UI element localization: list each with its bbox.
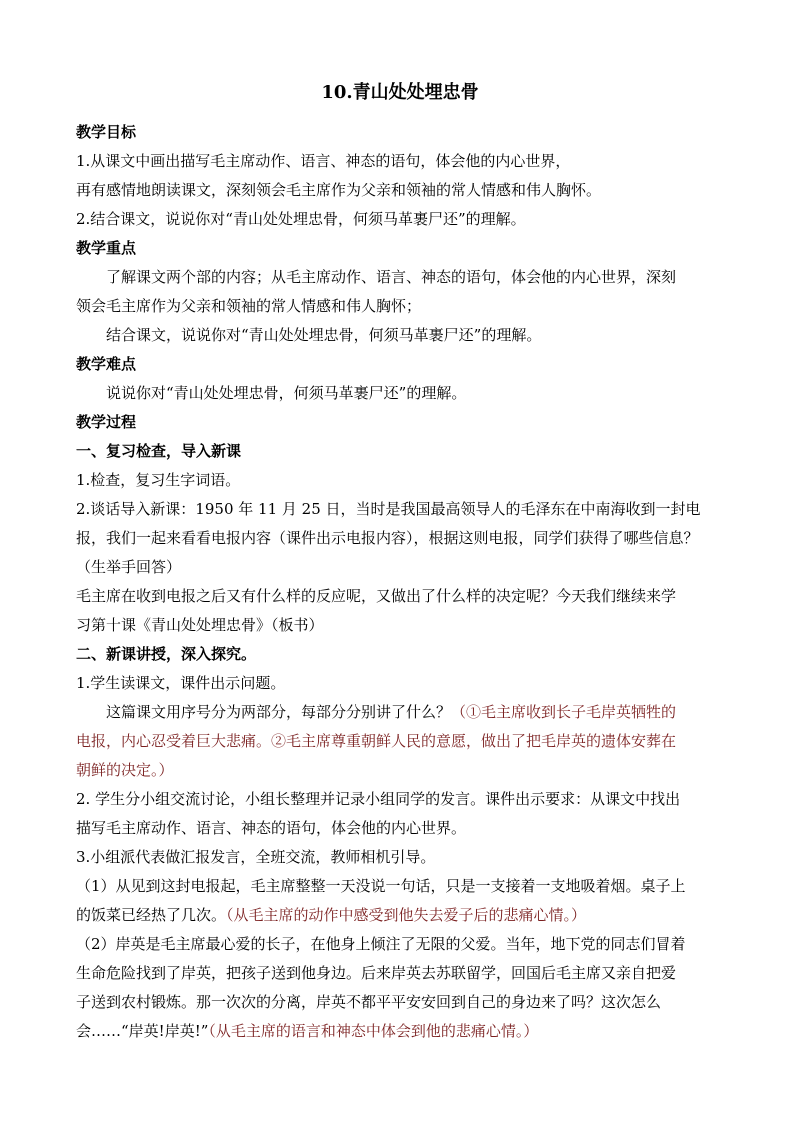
quote-1-comment: （从毛主席的动作中感受到他失去爱子后的悲痛心情。） [226,906,587,924]
goal-2: 2.结合课文，说说你对“青山处处埋忠骨，何须马革裹尸还”的理解。 [76,210,526,228]
quote-1-line-2 [76,901,724,930]
part-2-item-3: 3.小组派代表做汇报发言，全班交流，教师相机引导。 [76,848,436,866]
part-1-item-1: 1.检查，复习生字词语。 [76,471,241,489]
part-1-heading: 一、复习检查，导入新课 [76,442,242,460]
quote-2-line-4 [76,1017,724,1046]
quote-2-comment: （从毛主席的语言和神态中体会到他的悲痛心情。） [208,1022,539,1040]
section-heading-difficulties: 教学难点 [76,355,137,373]
part-2-item-2-line-1: 2. 学生分小组交流讨论，小组长整理并记录小组同学的发言。课件出示要求：从课文中找出 [76,790,681,808]
part-1-item-3-line-2: 习第十课《青山处处埋忠骨》（板书） [76,616,324,634]
quote-1-text: 的饭菜已经热了几次。 [76,906,227,924]
part-2-item-2-line-2: 描写毛主席动作、语言、神态的语句，体会他的内心世界。 [76,819,467,837]
part-1-item-2-line-1: 2.谈话导入新课：1950 年 11 月 25 日，当时是我国最高领导人的毛泽东在中南海收到一封电 [76,500,701,518]
document-page [76,80,724,1046]
part-2-item-1: 1.学生读课文，课件出示问题。 [76,674,286,692]
difficulty-1: 说说你对“青山处处埋忠骨，何须马革裹尸还”的理解。 [106,384,467,402]
part-1-item-2-line-2: 报，我们一起来看看电报内容（课件出示电报内容），根据这则电报，同学们获得了哪些信息？ [76,529,699,547]
section-heading-key-points: 教学重点 [76,239,137,257]
question-text: 这篇课文用序号分为两部分，每部分分别讲了什么？ [106,703,452,721]
part-2-answer-line-2: 电报，内心忍受着巨大悲痛。②毛主席尊重朝鲜人民的意愿，做出了把毛岸英的遗体安葬在 [76,732,677,750]
part-2-question-line-1 [76,698,724,727]
page-title: 10.青山处处埋忠骨 [321,82,479,103]
quote-2-text: 会……“岸英!岸英!” [76,1022,209,1040]
part-2-answer-line-3: 朝鲜的决定。） [76,761,174,779]
part-1-item-2-line-3: （生举手回答） [76,558,182,576]
section-heading-process: 教学过程 [76,413,137,431]
quote-2-line-1: （2）岸英是毛主席最心爱的长子，在他身上倾注了无限的父爱。当年，地下党的同志们冒着 [76,935,686,953]
part-1-item-3-line-1: 毛主席在收到电报之后又有什么样的反应呢，又做出了什么样的决定呢？今天我们继续来学 [76,587,677,605]
quote-1-line-1: （1）从见到这封电报起，毛主席整整一天没说一句话，只是一支接着一支地吸着烟。桌子上 [76,877,686,895]
part-2-heading: 二、新课讲授，深入探究。 [76,645,257,663]
quote-2-line-2: 生命危险找到了岸英，把孩子送到他身边。后来岸英去苏联留学，回国后毛主席又亲自把爱 [76,964,677,982]
quote-2-line-3: 子送到农村锻炼。那一次次的分离，岸英不都平平安安回到自己的身边来了吗？这次怎么 [76,993,662,1011]
key-point-2: 结合课文，说说你对“青山处处埋忠骨，何须马革裹尸还”的理解。 [106,326,542,344]
key-point-1-line-2: 领会毛主席作为父亲和领袖的常人情感和伟人胸怀； [76,297,422,315]
goal-1-line-1: 1.从课文中画出描写毛主席动作、语言、神态的语句，体会他的内心世界， [76,152,571,170]
key-point-1-line-1: 了解课文两个部的内容；从毛主席动作、语言、神态的语句，体会他的内心世界，深刻 [106,268,677,286]
section-heading-goals: 教学目标 [76,123,137,141]
goal-1-line-2: 再有感情地朗读课文，深刻领会毛主席作为父亲和领袖的常人情感和伟人胸怀。 [76,181,602,199]
answer-text: （①毛主席收到长子毛岸英牺牲的 [451,703,677,721]
